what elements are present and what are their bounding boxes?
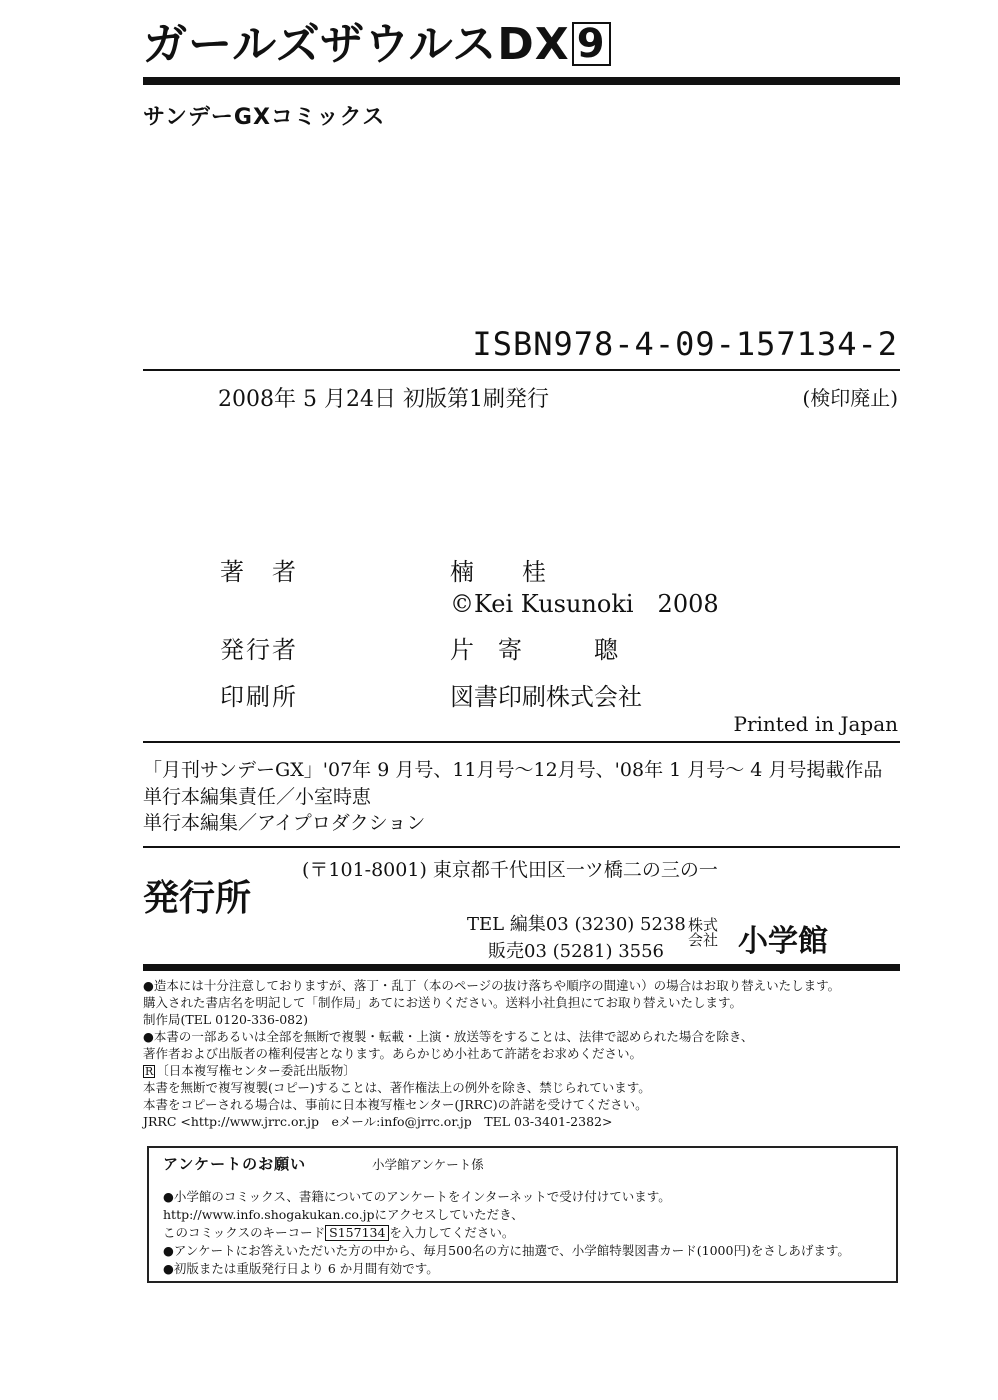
survey-department: 小学館アンケート係 (372, 1157, 484, 1172)
editor-in-charge: 単行本編集責任／小室時恵 (143, 786, 372, 808)
notice-line: 制作局(TEL 0120-336-082) (143, 1012, 308, 1027)
survey-title: アンケートのお願い (163, 1155, 307, 1173)
publisher-rule (143, 964, 900, 971)
publication-date: 2008年 5 月24日 初版第1刷発行 (218, 387, 549, 412)
publisher-name: 小学館 (738, 924, 828, 959)
notice-line: 本書をコピーされる場合は、事前に日本複写権センター(JRRC)の許諾を受けてください。 (143, 1097, 648, 1112)
survey-line: ●アンケートにお答えいただいた方の中から、毎月500名の方に抽選で、小学館特製図書カード(1000円)をさしあげます。 (163, 1243, 850, 1258)
tel-editorial: TEL 編集03 (3230) 5238 (467, 914, 686, 935)
book-title (143, 8, 611, 72)
keycode-prefix: このコミックスのキーコード (163, 1225, 326, 1240)
credit-label-publisher: 発行者 (220, 636, 298, 664)
survey-line: ●初版または重版発行日より 6 か月間有効です。 (163, 1261, 439, 1276)
volume-number-box: 9 (572, 22, 611, 66)
printed-in: Printed in Japan (733, 712, 898, 736)
survey-keycode-line (163, 1223, 514, 1241)
survey-line: ●小学館のコミックス、書籍についてのアンケートをインターネットで受け付けています。 (163, 1189, 671, 1204)
jrrc-heading: 〔日本複写権センター委託出版物〕 (156, 1063, 356, 1078)
series-label: サンデーGXコミックス (143, 105, 386, 130)
publisher-heading: 発行所 (143, 878, 252, 919)
credit-value-printer: 図書印刷株式会社 (450, 683, 642, 711)
publisher-address: (〒101-8001) 東京都千代田区一ツ橋二の三の一 (302, 859, 718, 881)
credits-rule (143, 741, 900, 743)
credit-value-publisher: 片 寄 聰 (450, 636, 618, 664)
credit-value-author: 楠 桂 (450, 558, 546, 586)
tel-sales: 販売03 (5281) 3556 (488, 941, 665, 962)
notice-line: ●造本には十分注意しておりますが、落丁・乱丁（本のページの抜け落ちや順序の間違い）の場合はお取り替えいたします。 (143, 978, 841, 993)
title-rule (143, 77, 900, 85)
credit-label-printer: 印刷所 (220, 683, 298, 711)
keycode-suffix: を入力してください。 (389, 1225, 515, 1240)
survey-url-line: http://www.info.shogakukan.co.jpにアクセスしていただき、 (163, 1207, 524, 1222)
credit-value-copyright: ©Kei Kusunoki 2008 (450, 590, 719, 618)
notice-line: 購入された書店名を明記して「制作局」あてにお送りください。送料小社負担にてお取り替えいたします。 (143, 995, 743, 1010)
serialization-source: 「月刊サンデーGX」'07年 9 月号、11月号～12月号、'08年 1 月号～ 4 月号掲載作品 (143, 759, 883, 781)
notice-line: 著作者および出版者の権利侵害となります。あらかじめ小社あて許諾をお求めください。 (143, 1046, 643, 1061)
r-mark-icon: R (145, 1065, 154, 1078)
isbn: ISBN978-4-09-157134-2 (472, 325, 898, 363)
serialization-rule (143, 846, 900, 848)
title-text: ガールズザウルスDX (143, 19, 570, 70)
key-code: S157134 (325, 1225, 389, 1241)
notice-line-contact: JRRC <http://www.jrrc.or.jp eメール:info@jrrc.or.jp TEL 03-3401-2382> (143, 1114, 613, 1129)
company-type: 株式会社 (687, 916, 718, 949)
editing-credit: 単行本編集／アイプロダクション (143, 812, 426, 834)
notice-line-jrrc (143, 1063, 356, 1079)
notice-line: 本書を無断で複写複製(コピー)することは、著作権法上の例外を除き、禁じられています。 (143, 1080, 651, 1095)
notice-line: ●本書の一部あるいは全部を無断で複製・転載・上演・放送等をすることは、法律で認められた場合を除き、 (143, 1029, 754, 1044)
isbn-rule (143, 369, 900, 371)
credit-label-author: 著 者 (220, 558, 298, 586)
seal-note: (検印廃止) (802, 386, 898, 410)
